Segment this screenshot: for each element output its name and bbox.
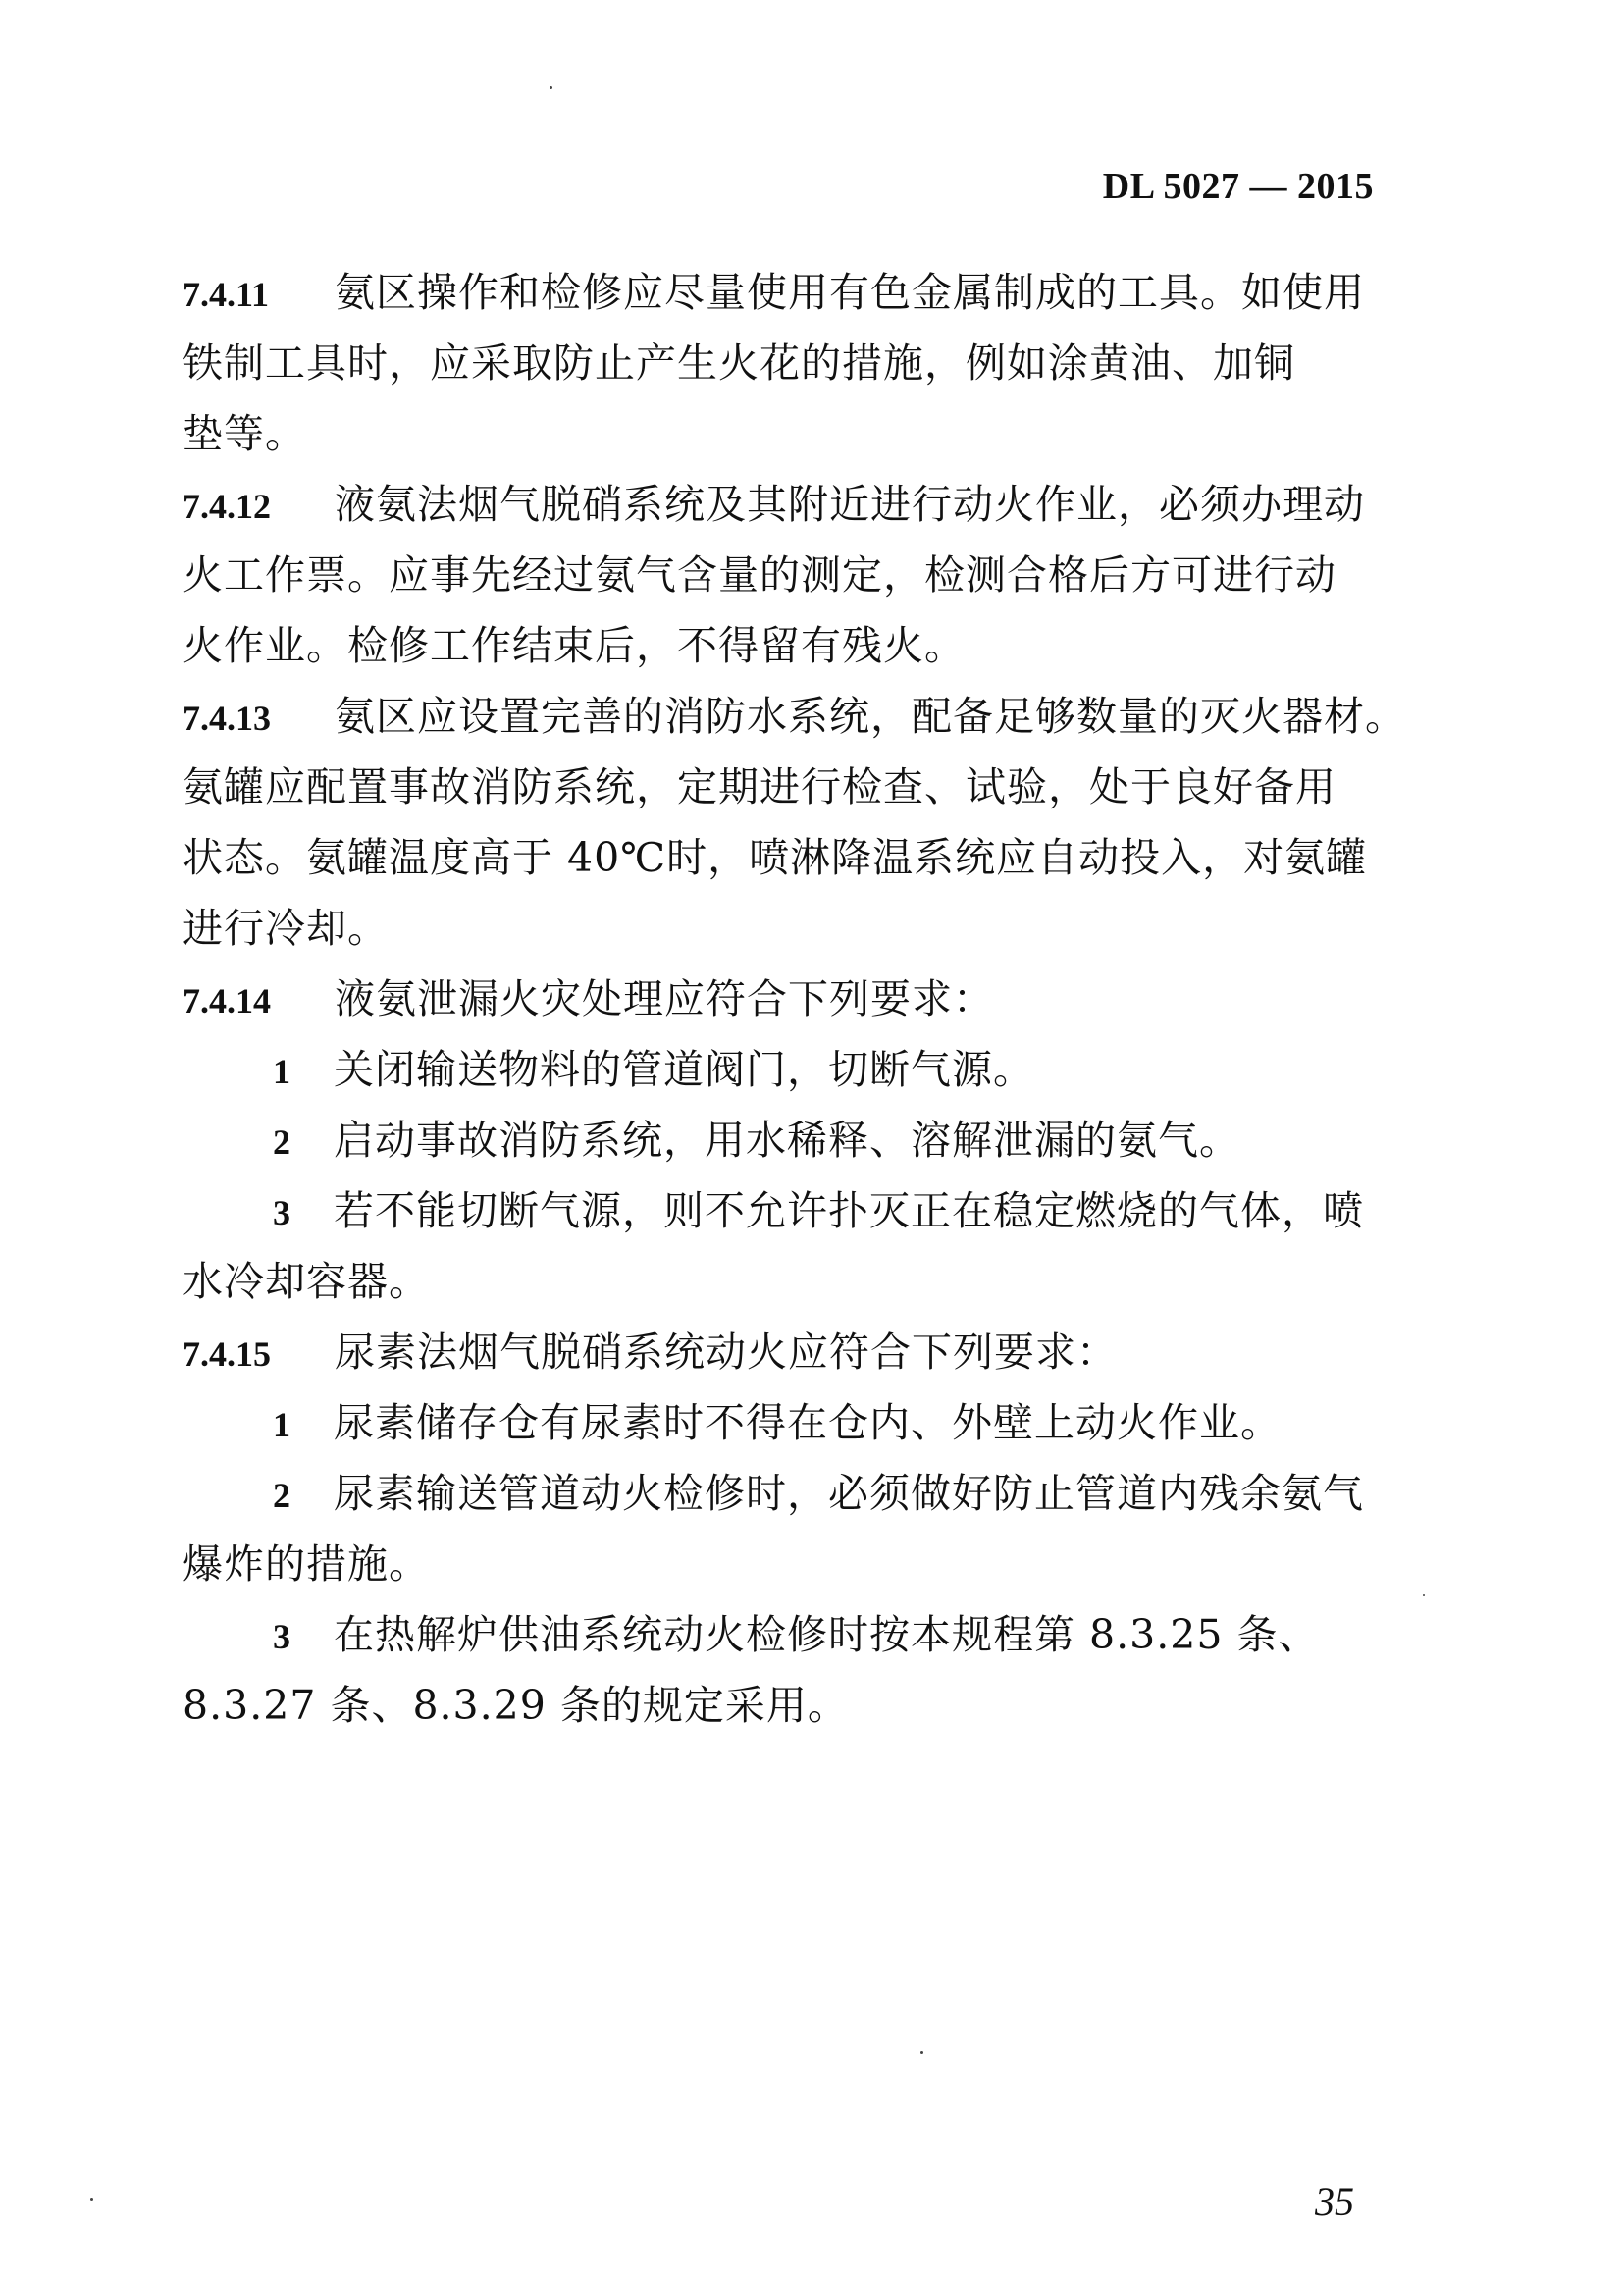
list-item-2: [183, 1458, 1378, 1529]
line-text: 若不能切断气源，则不允许扑灭正在稳定燃烧的气体，喷: [334, 1187, 1364, 1234]
clause-7-4-15-line-1: [183, 1317, 1378, 1387]
document-code: DL 5027 — 2015: [1102, 166, 1374, 207]
item-number: 1: [273, 1405, 290, 1444]
clause-7-4-13-line-1: [183, 681, 1406, 752]
line-text: 尿素法烟气脱硝系统动火应符合下列要求：: [335, 1329, 1118, 1376]
clause-7-4-12-line-1: [183, 469, 1378, 540]
scan-speck: [90, 2198, 93, 2201]
list-item-2: [183, 1105, 1378, 1175]
line-text: 液氨泄漏火灾处理应符合下列要求：: [335, 975, 994, 1022]
line-text: 在热解炉供油系统动火检修时按本规程第 8.3.25 条、: [334, 1611, 1320, 1658]
line-text: 氨罐应配置事故消防系统，定期进行检查、试验，处于良好备用: [183, 763, 1336, 810]
list-item-3: [183, 1599, 1378, 1670]
list-item-1: [183, 1034, 1378, 1105]
line-text: 爆炸的措施。: [183, 1540, 430, 1588]
clause-7-4-13-line-2: [183, 752, 1378, 822]
list-item-1: [183, 1387, 1378, 1458]
line-text: 尿素输送管道动火检修时，必须做好防止管道内残余氨气: [334, 1470, 1364, 1517]
item-number: 1: [273, 1052, 290, 1091]
line-text: 垫等。: [183, 410, 306, 457]
line-text: 状态。氨罐温度高于 40℃时，喷淋降温系统应自动投入，对氨罐: [183, 834, 1368, 881]
line-text: 氨区操作和检修应尽量使用有色金属制成的工具。如使用: [335, 269, 1365, 316]
item-number: 2: [273, 1122, 290, 1162]
clause-7-4-13-line-3: [183, 822, 1378, 893]
line-text: 尿素储存仓有尿素时不得在仓内、外壁上动火作业。: [334, 1399, 1282, 1446]
line-text: 氨区应设置完善的消防水系统，配备足够数量的灭火器材。: [335, 693, 1406, 740]
item-number: 3: [273, 1617, 290, 1656]
clause-number: 7.4.11: [183, 275, 270, 314]
clause-7-4-14-line-1: [183, 964, 1378, 1034]
list-item-3-continuation: [183, 1670, 1378, 1741]
line-text: 液氨法烟气脱硝系统及其附近进行动火作业，必须办理动: [335, 481, 1365, 528]
clause-number: 7.4.15: [183, 1334, 271, 1374]
line-text: 火工作票。应事先经过氨气含量的测定，检测合格后方可进行动: [183, 551, 1336, 599]
clause-number: 7.4.12: [183, 487, 271, 526]
line-text: 水冷却容器。: [183, 1258, 430, 1305]
clause-7-4-12-line-3: [183, 610, 1378, 681]
scan-speck: [1423, 1594, 1425, 1596]
list-item-2-continuation: [183, 1529, 1378, 1599]
clause-7-4-12-line-2: [183, 540, 1378, 610]
line-text: 8.3.27 条、8.3.29 条的规定采用。: [183, 1682, 849, 1729]
clause-7-4-13-line-4: [183, 893, 1378, 964]
clause-7-4-11-line-2: [183, 328, 1378, 398]
item-number: 2: [273, 1476, 290, 1515]
line-text: 关闭输送物料的管道阀门，切断气源。: [334, 1046, 1034, 1093]
page-number: 35: [1315, 2179, 1354, 2223]
clause-number: 7.4.14: [183, 981, 271, 1020]
scan-speck: [550, 86, 552, 89]
item-number: 3: [273, 1193, 290, 1232]
list-item-3: [183, 1175, 1378, 1246]
line-text: 启动事故消防系统，用水稀释、溶解泄漏的氨气。: [334, 1117, 1240, 1164]
line-text: 铁制工具时，应采取防止产生火花的措施，例如涂黄油、加铜: [183, 339, 1295, 387]
clause-number: 7.4.13: [183, 699, 271, 738]
scan-speck: [920, 2051, 923, 2054]
body-text: [183, 257, 1406, 1741]
line-text: 进行冷却。: [183, 905, 389, 952]
line-text: 火作业。检修工作结束后，不得留有残火。: [183, 622, 966, 669]
clause-7-4-11-line-3: [183, 398, 1378, 469]
list-item-3-continuation: [183, 1246, 1378, 1317]
clause-7-4-11-line-1: [183, 257, 1378, 328]
